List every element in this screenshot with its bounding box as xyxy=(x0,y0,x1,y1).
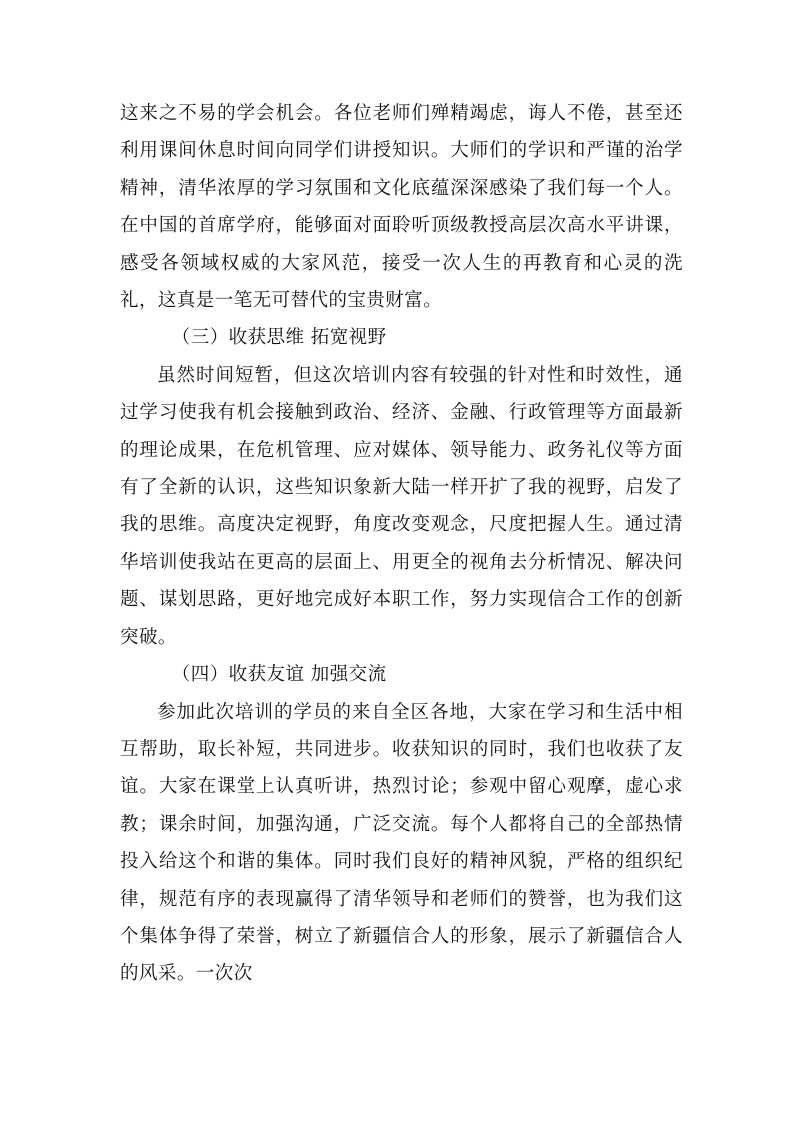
section-heading-four-text: （四）收获友谊 加强交流 xyxy=(171,664,387,686)
section-heading-four xyxy=(120,656,683,693)
paragraph-friendship: 参加此次培训的学员的来自全区各地，大家在学习和生活中相互帮助，取长补短，共同进步。收获知识的同时，我们也收获了友谊。大家在课堂上认真听讲，热烈讨论；参观中留心观摩，虚心求教；课余时间，加强沟通，广泛交流。每个人都将自己的全部热情投入给这个和谐的集体。同时我们良好的精神风貌，严格的组织纪律，规范有序的表现赢得了清华领导和老师们的赞誉，也为我们这个集体争得了荣誉，树立了新疆信合人的形象，展示了新疆信合人的风采。一次次 xyxy=(120,701,683,985)
paragraph-continuation: 这来之不易的学会机会。各位老师们殚精竭虑，诲人不倦，甚至还利用课间休息时间向同学们讲授知识。大师们的学识和严谨的治学精神，清华浓厚的学习氛围和文化底蕴深深感染了我们每一个人。在中国的首席学府，能够面对面聆听顶级教授高层次高水平讲课，感受各领域权威的大家风范，接受一次人生的再教育和心灵的洗礼，这真是一笔无可替代的宝贵财富。 xyxy=(120,103,683,312)
paragraph-thinking: 虽然时间短暂，但这次培训内容有较强的针对性和时效性，通过学习使我有机会接触到政治、经济、金融、行政管理等方面最新的理论成果，在危机管理、应对媒体、领导能力、政务礼仪等方面有了全新的认识，这些知识象新大陆一样开扩了我的视野，启发了我的思维。高度决定视野，角度改变观念，尺度把握人生。通过清华培训使我站在更高的层面上、用更全的视角去分析情况、解决问题、谋划思路，更好地完成好本职工作，努力实现信合工作的创新突破。 xyxy=(120,364,683,648)
section-heading-three xyxy=(120,319,683,356)
section-heading-three-text: （三）收获思维 拓宽视野 xyxy=(171,327,387,349)
document-body xyxy=(120,95,683,993)
